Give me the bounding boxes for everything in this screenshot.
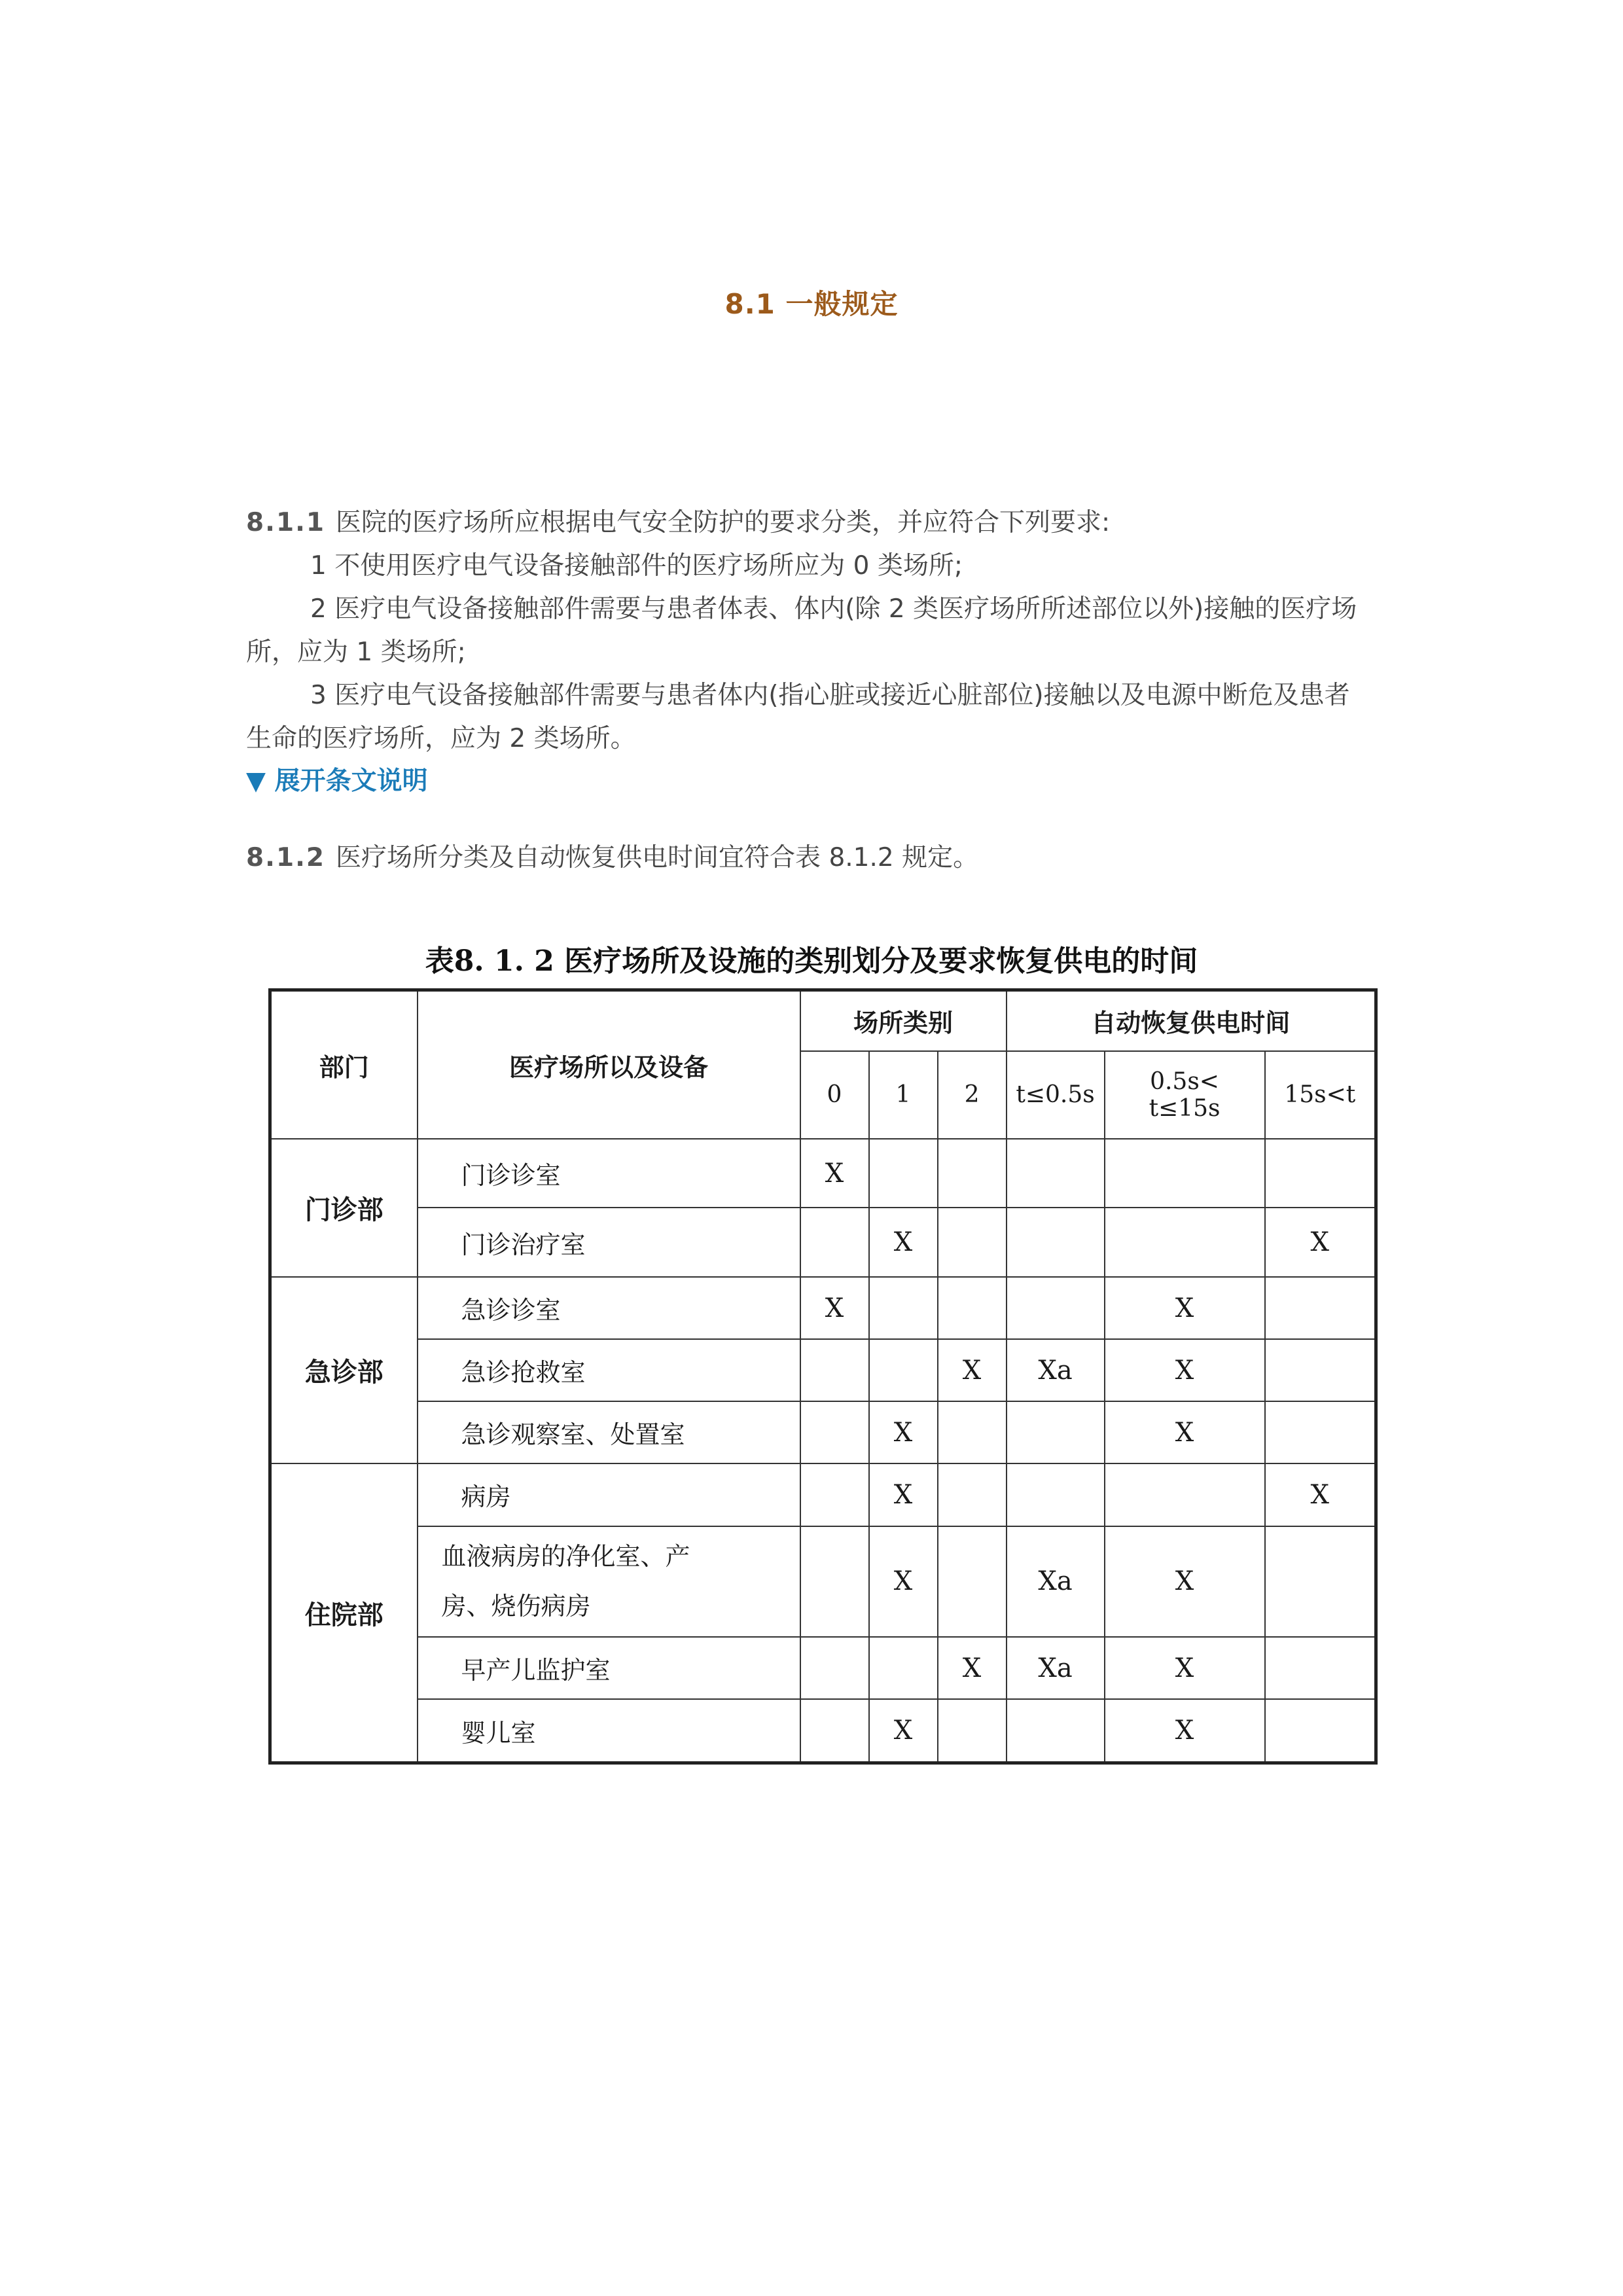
mark-cell: X [938, 1339, 1007, 1401]
location-cell: 婴儿室 [418, 1699, 800, 1763]
section-title-text: 一般规定 [785, 288, 899, 320]
mark-cell [800, 1401, 869, 1463]
clause-number: 8.1.2 [246, 843, 326, 872]
clause-number: 8.1.1 [246, 508, 326, 537]
mark-cell [1105, 1139, 1265, 1208]
mark-cell: X [869, 1699, 938, 1763]
classification-table [268, 988, 1378, 1765]
table-row [270, 1339, 1376, 1401]
mark-cell [1105, 1208, 1265, 1276]
header-dept: 部门 [270, 990, 418, 1139]
mark-cell [800, 1637, 869, 1699]
table-row [270, 1526, 1376, 1638]
table-row [270, 1637, 1376, 1699]
mark-cell [1265, 1526, 1376, 1638]
table-row [270, 1277, 1376, 1339]
mark-cell: X [1105, 1277, 1265, 1339]
mark-cell [869, 1637, 938, 1699]
header-class-2: 2 [938, 1051, 1007, 1139]
mark-cell [800, 1699, 869, 1763]
section-heading [0, 283, 1623, 322]
location-cell: 病房 [418, 1463, 800, 1526]
clause-item-2: 2 医疗电气设备接触部件需要与患者体表、体内(除 2 类医疗场所所述部位以外)接触的医疗场所，应为 1 类场所; [246, 594, 1357, 667]
clause-text: 医院的医疗场所应根据电气安全防护的要求分类，并应符合下列要求: [336, 508, 1111, 537]
mark-cell: X [938, 1637, 1007, 1699]
table-row [270, 1463, 1376, 1526]
mark-cell [938, 1699, 1007, 1763]
mark-cell: X [1105, 1339, 1265, 1401]
header-class-0: 0 [800, 1051, 869, 1139]
mark-cell [1265, 1339, 1376, 1401]
mark-cell: X [1105, 1699, 1265, 1763]
header-class-group: 场所类别 [800, 990, 1007, 1051]
header-location: 医疗场所以及设备 [418, 990, 800, 1139]
clause-text: 医疗场所分类及自动恢复供电时间宜符合表 8.1.2 规定。 [336, 843, 979, 872]
mark-cell: X [1105, 1637, 1265, 1699]
header-time-2-line-2: t≤15s [1149, 1094, 1221, 1122]
mark-cell: Xa [1007, 1526, 1105, 1638]
table-row [270, 1699, 1376, 1763]
clause-item-1: 1 不使用医疗电气设备接触部件的医疗场所应为 0 类场所; [310, 551, 963, 581]
mark-cell [938, 1401, 1007, 1463]
location-line-1: 血液病房的净化室、产 [441, 1542, 690, 1571]
mark-cell [1007, 1277, 1105, 1339]
mark-cell [869, 1277, 938, 1339]
mark-cell: Xa [1007, 1637, 1105, 1699]
mark-cell [869, 1339, 938, 1401]
header-time-group: 自动恢复供电时间 [1007, 990, 1376, 1051]
mark-cell [869, 1139, 938, 1208]
mark-cell [1265, 1139, 1376, 1208]
clause-8-1-2 [246, 836, 1365, 880]
mark-cell: X [1105, 1526, 1265, 1638]
mark-cell [938, 1277, 1007, 1339]
mark-cell: X [1105, 1401, 1265, 1463]
location-line-2: 房、烧伤病房 [441, 1592, 591, 1621]
mark-cell: X [1265, 1208, 1376, 1276]
mark-cell [1007, 1139, 1105, 1208]
mark-cell [938, 1463, 1007, 1526]
mark-cell [1007, 1208, 1105, 1276]
header-time-2 [1105, 1051, 1265, 1139]
mark-cell [938, 1139, 1007, 1208]
mark-cell [800, 1339, 869, 1401]
mark-cell: X [1265, 1463, 1376, 1526]
table-row [270, 1401, 1376, 1463]
section-number: 8.1 [724, 288, 776, 320]
mark-cell [1007, 1401, 1105, 1463]
mark-cell [1007, 1463, 1105, 1526]
mark-cell: X [800, 1277, 869, 1339]
mark-cell [938, 1208, 1007, 1276]
location-cell: 门诊诊室 [418, 1139, 800, 1208]
header-class-1: 1 [869, 1051, 938, 1139]
mark-cell [800, 1463, 869, 1526]
mark-cell [1265, 1401, 1376, 1463]
dept-cell: 急诊部 [270, 1277, 418, 1463]
clause-8-1-1 [246, 501, 1365, 761]
dept-cell: 门诊部 [270, 1139, 418, 1277]
table-row [270, 1139, 1376, 1208]
location-cell: 急诊抢救室 [418, 1339, 800, 1401]
mark-cell: X [869, 1401, 938, 1463]
header-time-2-line-1: 0.5s< [1150, 1067, 1219, 1095]
location-cell: 急诊诊室 [418, 1277, 800, 1339]
mark-cell [800, 1208, 869, 1276]
mark-cell [1105, 1463, 1265, 1526]
location-cell [418, 1526, 800, 1638]
mark-cell: X [800, 1139, 869, 1208]
mark-cell [1007, 1699, 1105, 1763]
location-cell: 急诊观察室、处置室 [418, 1401, 800, 1463]
clause-item-3: 3 医疗电气设备接触部件需要与患者体内(指心脏或接近心脏部位)接触以及电源中断危及患者生命的医疗场所，应为 2 类场所。 [246, 681, 1350, 753]
mark-cell [800, 1526, 869, 1638]
mark-cell: X [869, 1208, 938, 1276]
header-time-1: t≤0.5s [1007, 1051, 1105, 1139]
mark-cell: X [869, 1526, 938, 1638]
header-time-3: 15s<t [1265, 1051, 1376, 1139]
mark-cell: X [869, 1463, 938, 1526]
dept-cell: 住院部 [270, 1463, 418, 1763]
table-caption: 表8. 1. 2 医疗场所及设施的类别划分及要求恢复供电的时间 [425, 944, 1198, 978]
expand-explanation-link[interactable]: ▼ 展开条文说明 [246, 766, 428, 796]
mark-cell [1265, 1637, 1376, 1699]
location-cell: 门诊治疗室 [418, 1208, 800, 1276]
table-row [270, 1208, 1376, 1276]
location-cell: 早产儿监护室 [418, 1637, 800, 1699]
mark-cell [938, 1526, 1007, 1638]
mark-cell [1265, 1699, 1376, 1763]
mark-cell: Xa [1007, 1339, 1105, 1401]
mark-cell [1265, 1277, 1376, 1339]
